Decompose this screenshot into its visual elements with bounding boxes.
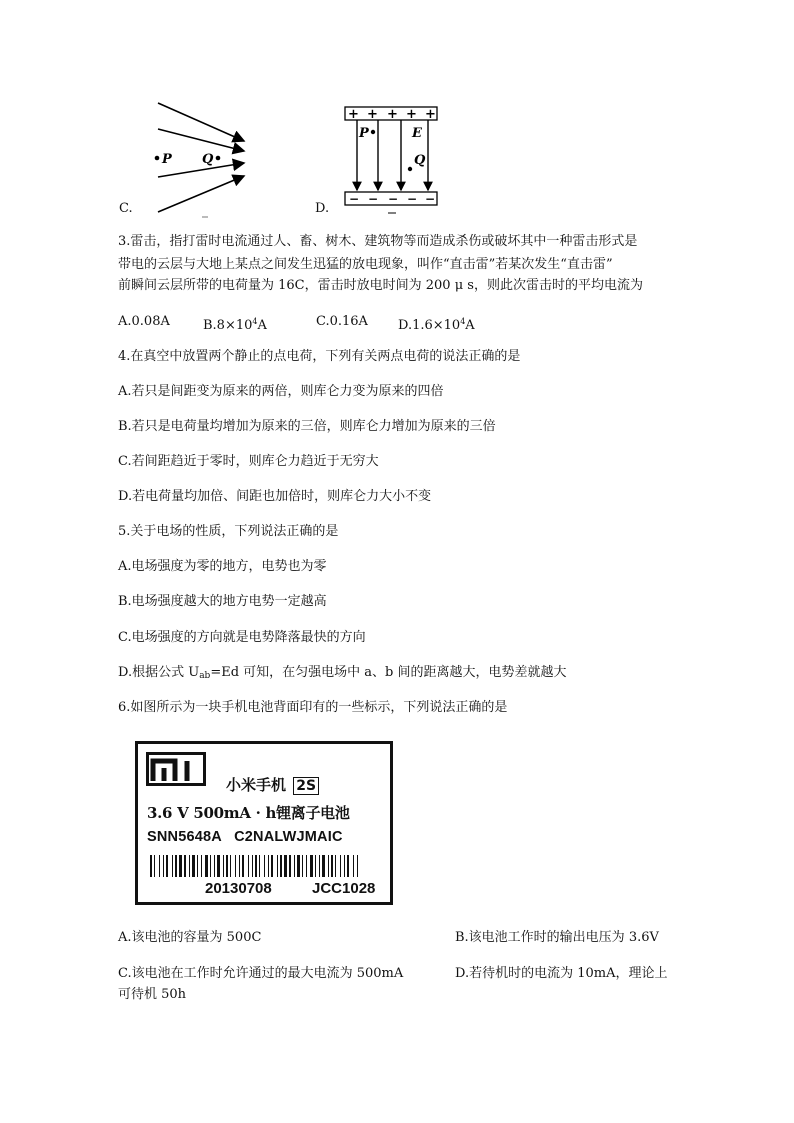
plus-sign: + [406, 107, 417, 122]
q5-option-d-start: D.根据公式 U [118, 665, 200, 680]
barcode-bar [353, 855, 354, 877]
barcode-bar [357, 855, 358, 877]
barcode-bar [306, 855, 307, 877]
plus-sign: + [348, 107, 359, 122]
q5-option-c: C.电场强度的方向就是电势降落最快的方向 [118, 630, 366, 645]
figure-d-diagram [340, 104, 445, 216]
minus-sign: − [425, 192, 436, 206]
point-q-label: Q [414, 153, 426, 168]
q3-line-2: 带电的云层与大地上某点之间发生迅猛的放电现象，叫作“直击雷”若某次发生“直击雷” [118, 257, 613, 272]
barcode-bar [255, 855, 257, 877]
brand-name: 小米手机 [226, 776, 287, 794]
barcode-bar [235, 855, 236, 877]
q6-option-d-continued: 可待机 50h [118, 987, 187, 1002]
q3-option-d-unit: A [465, 318, 475, 333]
barcode-graphic [150, 855, 382, 877]
date-text: 20130708 [205, 880, 272, 897]
plus-sign: + [367, 107, 378, 122]
figure-c [118, 96, 268, 220]
plus-sign: + [387, 107, 398, 122]
barcode-bar [259, 855, 260, 877]
barcode-bar [284, 855, 287, 877]
barcode-bar [252, 855, 253, 877]
point-q-dot [216, 156, 221, 161]
barcode-bar [179, 855, 182, 877]
barcode-bar [248, 855, 249, 877]
spec-text: 3.6 V 500mA · h锂离子电池 [147, 804, 350, 822]
q3-line-3: 前瞬间云层所带的电荷量为 16C，雷击时放电时间为 200 μ s，则此次雷击时的平均电流为 [118, 278, 643, 293]
barcode-bar [294, 855, 295, 877]
q3-option-b-unit: A [257, 318, 267, 333]
barcode-bar [335, 855, 336, 877]
field-line [158, 176, 244, 212]
point-p-dot [155, 156, 160, 161]
q6-stem: 6.如图所示为一块手机电池背面印有的一些标示，下列说法正确的是 [118, 700, 508, 715]
q3-option-c: C.0.16A [316, 314, 368, 329]
field-line [158, 129, 244, 151]
q5-option-d-rest: =Ed 可知，在匀强电场中 a、b 间的距离越大，电势差就越大 [210, 665, 567, 680]
barcode-bar [210, 855, 211, 877]
model-box: 2S [293, 777, 319, 795]
q5-stem: 5.关于电场的性质，下列说法正确的是 [118, 524, 339, 539]
code-text: SNN5648A C2NALWJMAIC [147, 829, 343, 845]
point-q-dot [408, 167, 412, 171]
minus-sign: − [407, 192, 418, 206]
barcode-bar [230, 855, 231, 877]
barcode-bar [226, 855, 228, 877]
barcode-bar [201, 855, 202, 877]
barcode-bar [340, 855, 341, 877]
q5-option-d-subscript: ab [199, 671, 211, 681]
minus-sign: − [349, 192, 360, 206]
barcode-bar [264, 855, 265, 877]
barcode-bar [172, 855, 173, 877]
figure-c-diagram [118, 96, 268, 220]
barcode-bar [277, 855, 278, 877]
q3-option-b [203, 313, 267, 335]
barcode-bar [197, 855, 198, 877]
q4-option-a: A.若只是间距变为原来的两倍，则库仑力变为原来的四倍 [118, 384, 444, 399]
barcode-bar [289, 855, 291, 877]
barcode-bar [184, 855, 186, 877]
q3-option-a: A.0.08A [118, 314, 170, 329]
field-e-label: E [412, 126, 422, 141]
figure-d [340, 104, 445, 216]
barcode-bar [239, 855, 240, 877]
q3-option-b-exponent: 4 [252, 317, 258, 326]
q4-stem: 4.在真空中放置两个静止的点电荷，下列有关两点电荷的说法正确的是 [118, 349, 521, 364]
q5-option-d [118, 664, 567, 685]
barcode-bar [166, 855, 168, 877]
q3-option-d [398, 313, 475, 335]
barcode-bar [159, 855, 160, 877]
q3-option-d-exponent: 4 [460, 317, 466, 326]
barcode-bar [347, 855, 349, 877]
barcode-bar [205, 855, 208, 877]
mi-logo [146, 752, 206, 786]
barcode-bar [150, 855, 152, 877]
mi-logo-mark [149, 755, 203, 783]
field-line [158, 103, 244, 141]
barcode-bar [302, 855, 303, 877]
minus-sign: − [388, 192, 399, 206]
barcode-bar [189, 855, 190, 877]
minus-sign: − [368, 192, 379, 206]
q5-option-b: B.电场强度越大的地方电势一定越高 [118, 594, 327, 609]
barcode-bar [297, 855, 300, 877]
barcode-bar [163, 855, 164, 877]
point-p-label: P [162, 152, 172, 167]
q6-option-c: C.该电池在工作时允许通过的最大电流为 500mA [118, 966, 404, 981]
q3-line-1: 3.雷击，指打雷时电流通过人、畜、树木、建筑物等而造成杀伤或破坏其中一种雷击形式是 [118, 234, 638, 249]
barcode-bar [268, 855, 269, 877]
barcode-bar [331, 855, 333, 877]
q4-option-b: B.若只是电荷量均增加为原来的三倍，则库仑力增加为原来的三倍 [118, 419, 496, 434]
barcode-bar [223, 855, 224, 877]
barcode-bar [242, 855, 244, 877]
barcode-bar [217, 855, 220, 877]
point-p-dot [371, 130, 375, 134]
plus-sign: + [425, 107, 436, 122]
q3-option-d-base: D.1.6×10 [398, 318, 461, 333]
battery-label-image [135, 741, 393, 905]
barcode-bar [344, 855, 345, 877]
barcode-bar [280, 855, 282, 877]
figure-d-label: D. [315, 201, 330, 216]
q4-option-d: D.若电荷量均加倍、间距也加倍时，则库仑力大小不变 [118, 489, 432, 504]
q6-option-b: B.该电池工作时的输出电压为 3.6V [455, 930, 659, 945]
barcode-bar [175, 855, 177, 877]
barcode-bar [271, 855, 273, 877]
barcode [150, 855, 382, 877]
barcode-bar [315, 855, 316, 877]
lot-text: JCC1028 [312, 880, 376, 897]
barcode-bar [154, 855, 155, 877]
barcode-bar [322, 855, 325, 877]
point-q-label: Q [202, 152, 214, 167]
q3-option-b-base: B.8×10 [203, 318, 253, 333]
barcode-bar [328, 855, 329, 877]
figure-c-label: C. [119, 201, 133, 216]
point-p-label: P [359, 126, 369, 141]
q4-option-c: C.若间距趋近于零时，则库仑力趋近于无穷大 [118, 454, 379, 469]
q6-option-d: D.若待机时的电流为 10mA，理论上 [455, 966, 668, 981]
brand-text [226, 774, 319, 795]
barcode-bar [214, 855, 215, 877]
barcode-bar [319, 855, 320, 877]
barcode-bar [192, 855, 195, 877]
q5-option-a: A.电场强度为零的地方，电势也为零 [118, 559, 327, 574]
barcode-bar [310, 855, 313, 877]
q6-option-a: A.该电池的容量为 500C [118, 930, 262, 945]
